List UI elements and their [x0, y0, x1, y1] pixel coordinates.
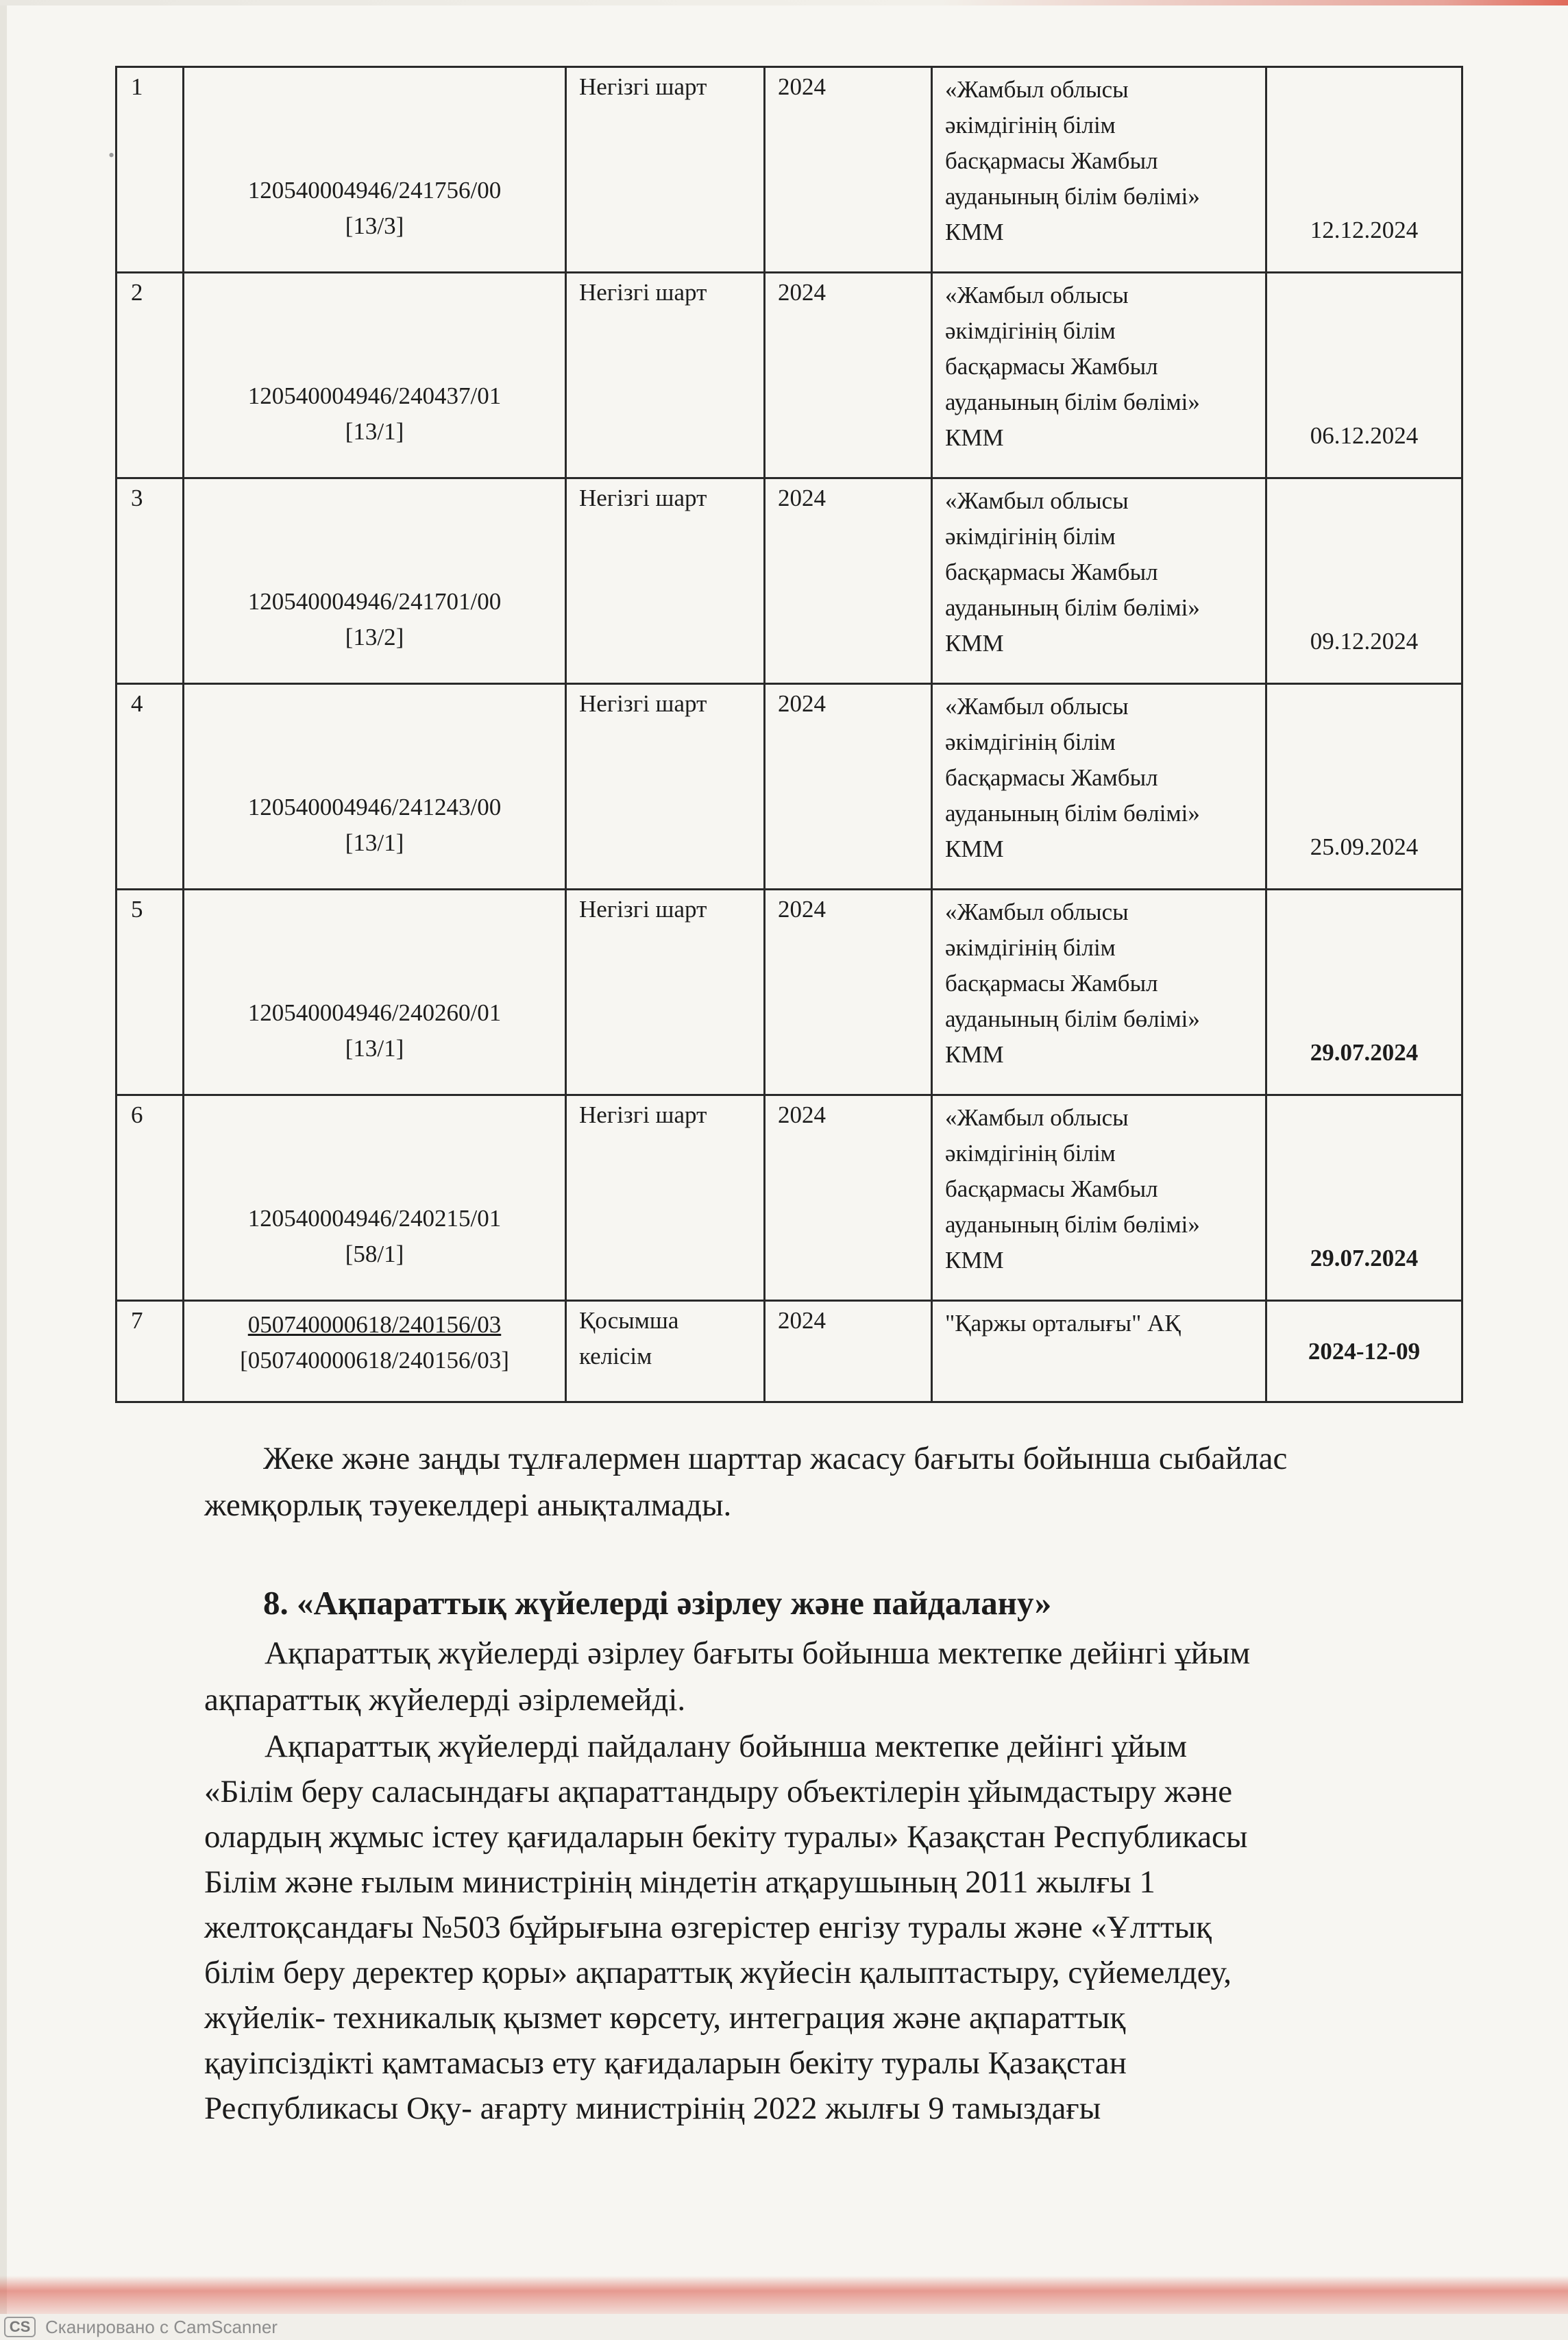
contract-subcode: [13/1] [345, 829, 404, 856]
contract-type: Негізгі шарт [579, 896, 707, 923]
contract-type: Негізгі шарт [579, 690, 707, 717]
contract-type-line2: келісім [579, 1343, 652, 1369]
contract-code-cell [184, 1301, 566, 1402]
table-row [117, 1301, 1462, 1402]
counterparty-cell [932, 67, 1266, 273]
counterparty-line: ауданының білім бөлімі» [945, 800, 1200, 827]
counterparty-line: КММ [945, 219, 1004, 245]
contract-subcode: [13/1] [345, 1035, 404, 1062]
paragraph-usage-line: білім беру деректер қоры» ақпараттық жүйесін қалыптастыру, сүйемелдеу, [204, 1955, 1232, 1990]
row-number: 4 [117, 684, 184, 890]
contract-code: 120540004946/240437/01 [247, 382, 502, 409]
contract-date: 29.07.2024 [1266, 1095, 1462, 1301]
counterparty-line: әкімдігінің білім [945, 112, 1116, 138]
table-row [117, 273, 1462, 478]
contract-year: 2024 [765, 1095, 932, 1301]
row-number: 3 [117, 478, 184, 684]
contract-subcode: [58/1] [345, 1241, 404, 1267]
paragraph-dev-line1: Ақпараттық жүйелерді әзірлеу бағыты бойынша мектепке дейінгі ұйым [265, 1635, 1251, 1671]
counterparty-line: ауданының білім бөлімі» [945, 1211, 1200, 1238]
contract-year: 2024 [765, 890, 932, 1095]
contract-type-cell [566, 67, 765, 273]
counterparty-line: «Жамбыл облысы [945, 76, 1129, 103]
row-number: 6 [117, 1095, 184, 1301]
contract-subcode: [13/2] [345, 624, 404, 650]
counterparty-line: «Жамбыл облысы [945, 1104, 1129, 1131]
contract-type: Негізгі шарт [579, 485, 707, 511]
contract-type-cell [566, 890, 765, 1095]
counterparty-line: КММ [945, 630, 1004, 657]
counterparty-line: КММ [945, 1041, 1004, 1068]
row-number: 1 [117, 67, 184, 273]
counterparty-cell [932, 684, 1266, 890]
counterparty-line: әкімдігінің білім [945, 523, 1116, 550]
counterparty-line: «Жамбыл облысы [945, 899, 1129, 925]
row-number: 7 [117, 1301, 184, 1402]
contract-year: 2024 [765, 478, 932, 684]
counterparty-cell [932, 1301, 1266, 1402]
scanner-footer [0, 2314, 1568, 2340]
contract-type-cell [566, 1301, 765, 1402]
camscanner-icon: CS [4, 2317, 36, 2337]
counterparty-line: басқармасы Жамбыл [945, 970, 1158, 997]
counterparty-cell [932, 478, 1266, 684]
section-heading: 8. «Ақпараттық жүйелерді әзірлеу және пайдалану» [263, 1584, 1052, 1622]
counterparty-line: КММ [945, 424, 1004, 451]
paragraph-usage-line: Білім және ғылым министрінің міндетін атқарушының 2011 жылғы 1 [204, 1864, 1155, 1900]
scan-top-edge [0, 0, 1568, 5]
contract-date: 2024-12-09 [1266, 1301, 1462, 1402]
contract-date: 25.09.2024 [1266, 684, 1462, 890]
counterparty-line: КММ [945, 1247, 1004, 1273]
paragraph-usage-line: Ақпараттық жүйелерді пайдалану бойынша мектепке дейінгі ұйым [265, 1729, 1188, 1764]
contract-type-cell [566, 478, 765, 684]
contract-code: 050740000618/240156/03 [247, 1311, 502, 1338]
paragraph-usage-line: «Білім беру саласындағы ақпараттандыру объектілерін ұйымдастыру және [204, 1774, 1233, 1809]
counterparty-line: басқармасы Жамбыл [945, 559, 1158, 585]
counterparty-line: басқармасы Жамбыл [945, 353, 1158, 380]
counterparty-cell [932, 1095, 1266, 1301]
counterparty-line: әкімдігінің білім [945, 729, 1116, 755]
counterparty-line: ауданының білім бөлімі» [945, 594, 1200, 621]
contract-type-cell [566, 684, 765, 890]
contract-date: 29.07.2024 [1266, 890, 1462, 1095]
scan-artifact: • [108, 145, 115, 165]
counterparty-line: ауданының білім бөлімі» [945, 389, 1200, 415]
contract-subcode: [050740000618/240156/03] [240, 1347, 509, 1374]
paragraph-usage-line: олардың жұмыс істеу қағидаларын бекіту туралы» Қазақстан Республикасы [204, 1819, 1248, 1855]
contracts-table [115, 66, 1463, 1403]
counterparty-cell [932, 273, 1266, 478]
contract-code-cell [184, 273, 566, 478]
contract-date: 09.12.2024 [1266, 478, 1462, 684]
counterparty-line: ауданының білім бөлімі» [945, 1006, 1200, 1032]
counterparty-line: «Жамбыл облысы [945, 282, 1129, 308]
table-row [117, 1095, 1462, 1301]
contract-subcode: [13/1] [345, 418, 404, 445]
contract-code: 120540004946/240215/01 [247, 1205, 502, 1232]
paragraph-contracts-line2: жемқорлық тәуекелдері анықталмады. [204, 1487, 732, 1523]
table-row [117, 890, 1462, 1095]
paragraph-dev-line2: ақпараттық жүйелерді әзірлемейді. [204, 1682, 686, 1718]
contract-type: Негізгі шарт [579, 73, 707, 100]
row-number: 2 [117, 273, 184, 478]
paragraph-usage-line: жүйелік- техникалық қызмет көрсету, интеграция және ақпараттық [204, 2000, 1126, 2036]
counterparty-line: "Қаржы орталығы" АҚ [945, 1310, 1181, 1337]
contract-date: 12.12.2024 [1266, 67, 1462, 273]
contract-type-cell [566, 273, 765, 478]
counterparty-line: әкімдігінің білім [945, 934, 1116, 961]
contract-year: 2024 [765, 273, 932, 478]
contract-code-cell [184, 684, 566, 890]
counterparty-line: әкімдігінің білім [945, 1140, 1116, 1167]
paragraph-usage-line: Республикасы Оқу- ағарту министрінің 2022 жылғы 9 тамыздағы [204, 2091, 1101, 2126]
row-number: 5 [117, 890, 184, 1095]
table-row [117, 684, 1462, 890]
counterparty-line: «Жамбыл облысы [945, 693, 1129, 720]
counterparty-cell [932, 890, 1266, 1095]
table-row [117, 67, 1462, 273]
scan-bottom-edge [0, 2276, 1568, 2314]
contract-type-cell [566, 1095, 765, 1301]
contract-subcode: [13/3] [345, 212, 404, 239]
counterparty-line: ауданының білім бөлімі» [945, 183, 1200, 210]
contract-type: Негізгі шарт [579, 279, 707, 306]
paragraph-usage-line: желтоқсандағы №503 бұйрығына өзгерістер енгізу туралы және «Ұлттық [204, 1910, 1212, 1945]
contract-code: 120540004946/241701/00 [247, 588, 502, 615]
table-row [117, 478, 1462, 684]
scanner-footer-text: Сканировано с CamScanner [45, 2316, 278, 2337]
contract-date: 06.12.2024 [1266, 273, 1462, 478]
counterparty-line: әкімдігінің білім [945, 317, 1116, 344]
contract-code: 120540004946/241756/00 [247, 177, 502, 204]
contract-code-cell [184, 1095, 566, 1301]
counterparty-line: басқармасы Жамбыл [945, 1175, 1158, 1202]
scan-left-edge [0, 0, 7, 2340]
counterparty-line: басқармасы Жамбыл [945, 764, 1158, 791]
contract-code: 120540004946/240260/01 [247, 999, 502, 1026]
contract-type: Негізгі шарт [579, 1101, 707, 1128]
counterparty-line: КММ [945, 836, 1004, 862]
counterparty-line: «Жамбыл облысы [945, 487, 1129, 514]
contract-year: 2024 [765, 684, 932, 890]
paragraph-usage-line: қауіпсіздікті қамтамасыз ету қағидаларын бекіту туралы Қазақстан [204, 2045, 1127, 2081]
contract-year: 2024 [765, 67, 932, 273]
contract-type: Қосымша [579, 1307, 679, 1334]
contract-year: 2024 [765, 1301, 932, 1402]
contract-code-cell [184, 478, 566, 684]
contract-code-cell [184, 67, 566, 273]
contract-code-cell [184, 890, 566, 1095]
counterparty-line: басқармасы Жамбыл [945, 147, 1158, 174]
paragraph-contracts-line1: Жеке және заңды тұлғалермен шарттар жасасу бағыты бойынша сыбайлас [263, 1441, 1288, 1476]
contract-code: 120540004946/241243/00 [247, 794, 502, 820]
